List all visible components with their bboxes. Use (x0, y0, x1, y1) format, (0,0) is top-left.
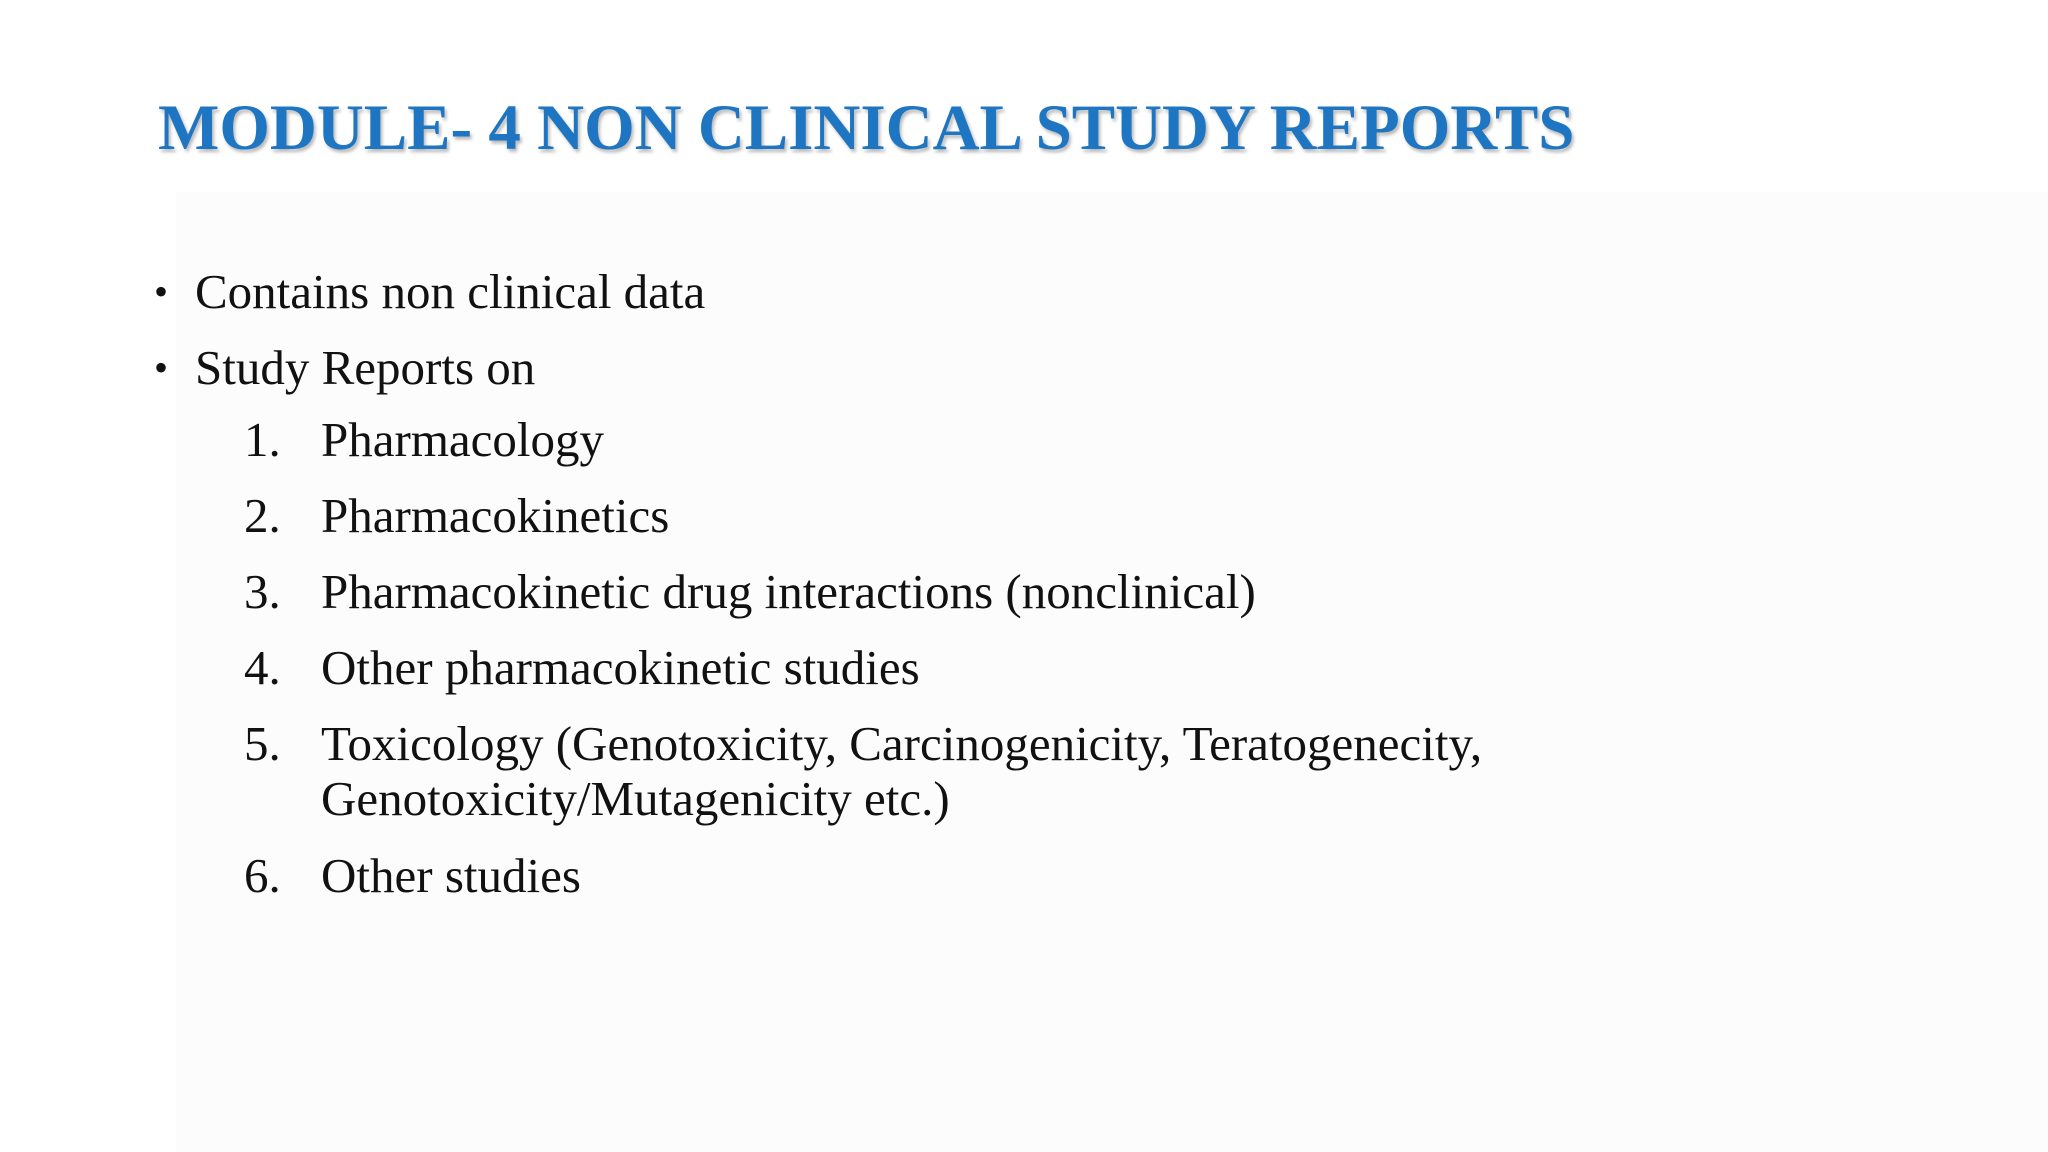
bullet-text: Contains non clinical data (195, 264, 706, 319)
bullet-item-non-clinical-data (154, 264, 1854, 320)
slide-title: MODULE- 4 NON CLINICAL STUDY REPORTS (158, 92, 1575, 164)
list-number: 3. (244, 564, 281, 619)
list-item-text: Pharmacokinetics (321, 488, 670, 543)
list-number: 4. (244, 640, 281, 695)
list-item-text: Pharmacology (321, 412, 605, 467)
list-item-text: Other pharmacokinetic studies (321, 640, 920, 695)
bullet-icon: • (154, 345, 169, 390)
numbered-item-drug-interactions (244, 564, 1621, 620)
numbered-list (244, 412, 1854, 904)
list-number: 6. (244, 848, 281, 903)
list-number: 1. (244, 412, 281, 467)
list-item-text: Toxicology (Genotoxicity, Carcinogenicity, Teratogenecity, Genotoxicity/Mutagenicity etc.) (321, 716, 1483, 826)
numbered-item-pharmacology (244, 412, 1621, 468)
bullet-list (154, 264, 1854, 396)
slide-body (154, 264, 1854, 924)
numbered-item-other-studies (244, 848, 1621, 904)
list-number: 2. (244, 488, 281, 543)
numbered-item-toxicology (244, 716, 1621, 826)
list-item-text: Pharmacokinetic drug interactions (nonclinical) (321, 564, 1256, 619)
list-number: 5. (244, 716, 281, 771)
bullet-item-study-reports (154, 340, 1854, 396)
list-item-text: Other studies (321, 848, 581, 903)
bullet-icon: • (154, 269, 169, 314)
numbered-item-pharmacokinetics (244, 488, 1621, 544)
numbered-item-other-pk-studies (244, 640, 1621, 696)
bullet-text: Study Reports on (195, 340, 536, 395)
